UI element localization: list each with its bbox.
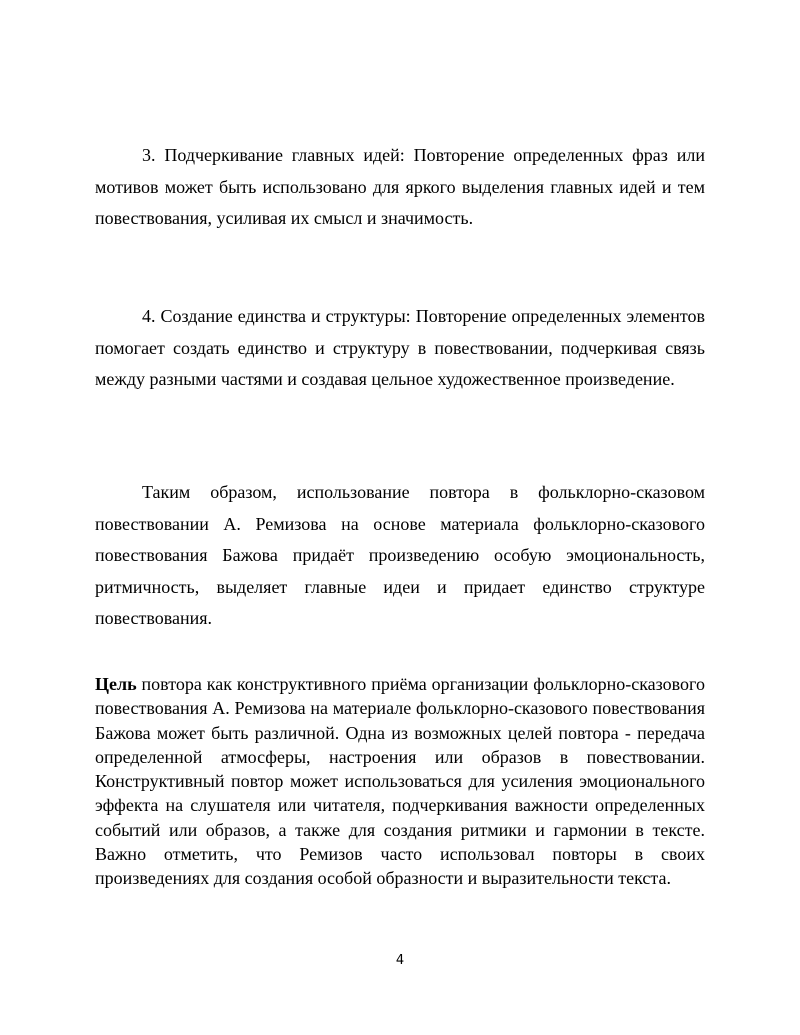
- paragraph-text: Таким образом, использование повтора в фольклорно-сказовом повествовании А. Ремизова на основе материала фольклорно-сказового повествования Бажова придаёт произведению особую эмоциональность, ритмичность, выделяет главные идеи и придает единство структуре повествования.: [95, 482, 705, 628]
- paragraph-emphasis-main-ideas: [95, 140, 705, 235]
- bold-lead-word: Цель: [95, 674, 137, 694]
- paragraph-conclusion: [95, 477, 705, 635]
- paragraph-text: 3. Подчеркивание главных идей: Повторение определенных фраз или мотивов может быть использовано для яркого выделения главных идей и тем повествования, усиливая их смысл и значимость.: [95, 145, 705, 228]
- paragraph-goal: [95, 672, 705, 891]
- paragraph-unity-structure: [95, 301, 705, 396]
- page-number: 4: [395, 953, 405, 968]
- paragraph-text: 4. Создание единства и структуры: Повторение определенных элементов помогает создать единство и структуру в повествовании, подчеркивая связь между разными частями и создавая цельное художественное произведение.: [95, 306, 705, 389]
- paragraph-text: повтора как конструктивного приёма организации фольклорно-сказового повествования А. Ремизова на материале фольклорно-сказового повествования Бажова может быть различной. Одна из возможных целей повтора - передача определенной атмосферы, настроения или образов в повествовании. Конструктивный повтор может использоваться для усиления эмоционального эффекта на слушателя или читателя, подчеркивания важности определенных событий или образов, а также для создания ритмики и гармонии в тексте. Важно отметить, что Ремизов часто использовал повторы в своих произведениях для создания особой образности и выразительности текста.: [95, 674, 705, 889]
